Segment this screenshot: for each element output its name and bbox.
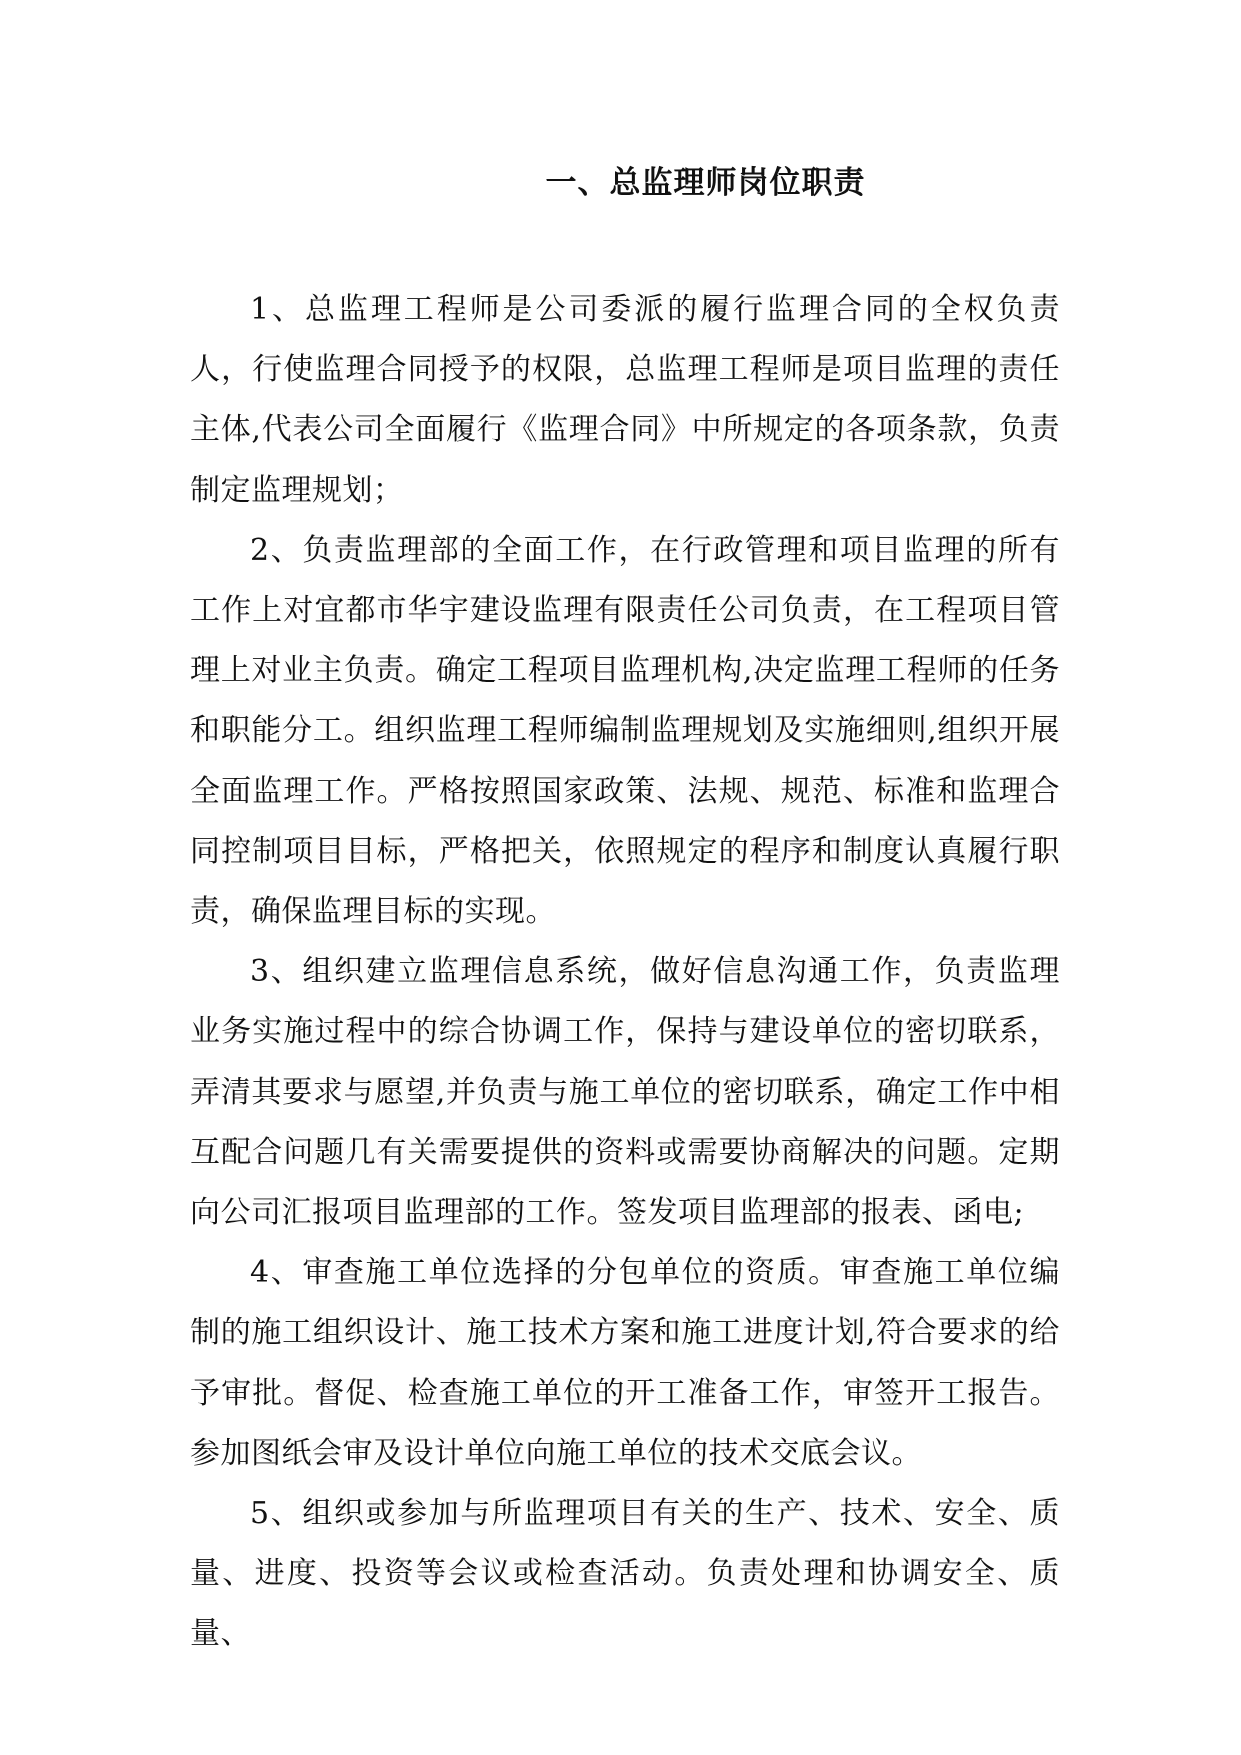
- paragraph-4: 4、审查施工单位选择的分包单位的资质。审查施工单位编制的施工组织设计、施工技术方案和施工进度计划,符合要求的给予审批。督促、检查施工单位的开工准备工作，审签开工报告。参加图纸会审及设计单位向施工单位的技术交底会议。: [190, 1255, 1060, 1471]
- paragraph-2: 2、负责监理部的全面工作，在行政管理和项目监理的所有工作上对宜都市华宇建设监理有限责任公司负责，在工程项目管理上对业主负责。确定工程项目监理机构,决定监理工程师的任务和职能分工。组织监理工程师编制监理规划及实施细则,组织开展全面监理工作。严格按照国家政策、法规、规范、标准和监理合同控制项目目标，严格把关，依照规定的程序和制度认真履行职责，确保监理目标的实现。: [190, 532, 1060, 930]
- paragraph-5: 5、组织或参加与所监理项目有关的生产、技术、安全、质量、进度、投资等会议或检查活动。负责处理和协调安全、质量、: [190, 1496, 1060, 1652]
- paragraph-3: 3、组织建立监理信息系统，做好信息沟通工作，负责监理业务实施过程中的综合协调工作，保持与建设单位的密切联系，弄清其要求与愿望,并负责与施工单位的密切联系，确定工作中相互配合问题几有关需要提供的资料或需要协商解决的问题。定期向公司汇报项目监理部的工作。签发项目监理部的报表、函电;: [190, 954, 1060, 1231]
- document-body: [190, 280, 1060, 1665]
- page-title: 一、总监理师岗位职责: [545, 165, 866, 201]
- paragraph-1: 1、总监理工程师是公司委派的履行监理合同的全权负责人，行使监理合同授予的权限，总监理工程师是项目监理的责任主体,代表公司全面履行《监理合同》中所规定的各项条款，负责制定监理规划；: [190, 292, 1060, 508]
